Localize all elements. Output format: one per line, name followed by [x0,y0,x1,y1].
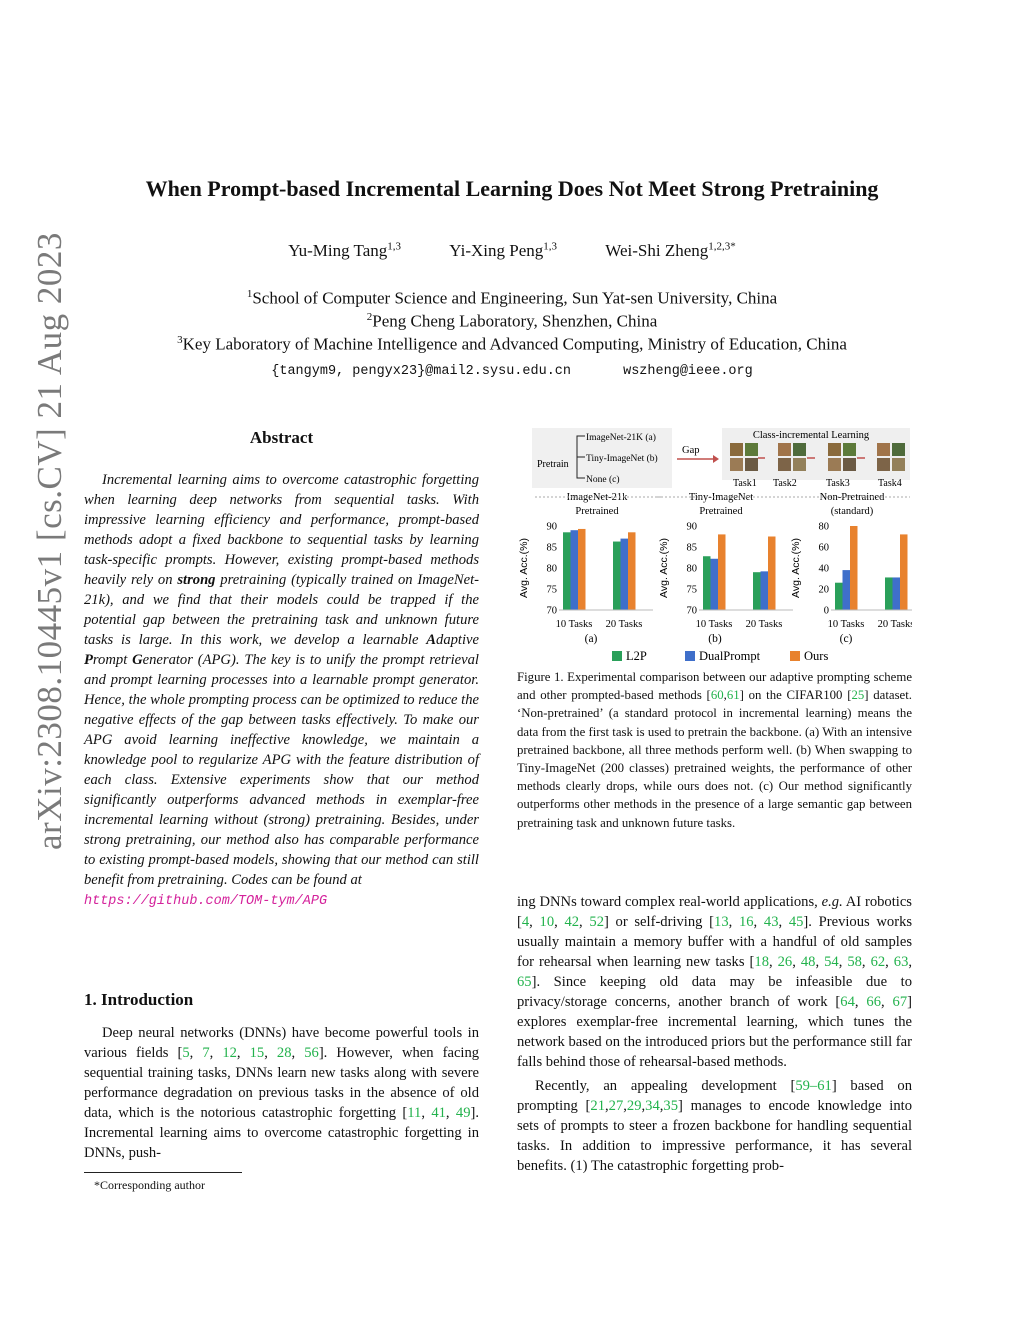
bar-l2p [703,556,711,610]
legend-label: DualPrompt [699,649,761,663]
email[interactable]: wszheng@ieee.org [623,364,753,379]
citation[interactable]: 41 [431,1105,446,1121]
y-tick-label: 70 [686,605,697,617]
legend-swatch-l2p [612,651,622,661]
citation[interactable]: 62 [870,954,886,970]
cil-title: Class-incremental Learning [752,430,870,441]
citation[interactable]: 64 [840,994,855,1010]
pretrain-option: Tiny-ImageNet (b) [586,454,658,464]
citation[interactable]: 13 [714,914,729,930]
citation[interactable]: 11 [407,1105,422,1121]
y-tick-label: 80 [546,563,557,575]
legend-swatch-dualprompt [685,651,695,661]
citation[interactable]: 12 [222,1045,237,1061]
figure-1-caption: Figure 1. Experimental comparison between our adaptive prompting scheme and other prompted-based methods [60,61] on the CIFAR100 [25] dataset. ‘Non-pretrained’ (a standard protocol in incremental learning) means the data from the first task is used to pretrain the backbone. (a) With an intensive pretrained backbone, all three methods perform well. (b) When swapping to Tiny-ImageNet (200 classes) pretrained weights, the performance of other methods clearly drops, while ours does not. (c) Our method significantly outperforms other methods in the presence of a large semantic gap between pretraining task and unknown future tasks. [517,670,912,830]
bar-l2p [613,542,621,610]
y-tick-label: 75 [546,584,557,596]
citation[interactable]: 28 [276,1045,292,1061]
task-image-thumbnail [745,443,758,456]
y-tick-label: 90 [546,521,557,533]
section-heading-introduction: 1. Introduction [84,990,194,1009]
y-tick-label: 90 [686,521,697,533]
author-emails [60,364,964,379]
task-image-thumbnail [793,458,806,471]
bar-l2p [835,583,843,610]
task-image-thumbnail [843,458,856,471]
chart-title: Tiny-ImageNet [688,492,754,503]
chart-title: Pretrained [699,506,743,517]
task-image-thumbnail [877,443,890,456]
chart-b [657,492,793,645]
citation[interactable]: 27 [608,1098,624,1114]
figure-1 [517,422,912,668]
task-image-thumbnail [730,443,743,456]
citation[interactable]: 67 [892,994,908,1010]
author: Wei-Shi Zheng$^{1,2,3*}$ [605,240,736,260]
task-image-thumbnail [892,458,905,471]
y-tick-label: 75 [686,584,697,596]
y-tick-label: 60 [818,542,829,554]
author-list [60,240,964,261]
citation[interactable]: 49 [455,1105,471,1121]
chart-title: (standard) [830,506,874,517]
abstract-heading: Abstract [249,428,314,447]
pretrain-label: Pretrain [537,459,569,470]
citation[interactable]: 48 [800,954,816,970]
bar-dualprompt [761,571,769,610]
bar-dualprompt [843,570,851,610]
citation[interactable]: 10 [539,914,555,930]
introduction-body: Deep neural networks (DNNs) have become powerful tools in various fields [5, 7, 12, 15, 28, 56]. However, when facing sequential training tasks, DNNs learn new tasks along with severe performance degradation on previous tasks in the absence of old data, which is the notorious catastrophic forgetting [11, 41, 49]. Incremental learning aims to overcome catastrophic forgetting in DNNs, push- [84,1025,480,1161]
x-tick-label: 20 Tasks [745,619,783,630]
affiliation: $^2$Peng Cheng Laboratory, Shenzhen, China [366,311,658,331]
footnote-divider [84,1172,242,1173]
citation[interactable]: 25 [851,688,865,703]
gap-label: Gap [682,445,700,456]
arxiv-stamp: arXiv:2308.10445v1 [cs.CV] 21 Aug 2023 [30,232,69,850]
affiliation: $^3$Key Laboratory of Machine Intelligence and Advanced Computing, Ministry of Education, China [177,334,847,354]
abstract-body: Incremental learning aims to overcome catastrophic forgetting when learning deep networks from sequential tasks. With impressive learning efficiency and performance, prompt-based methods adopt a fixed backbone to sequential tasks by learning task-specific prompts. However, existing prompt-based methods heavily rely on strong pretraining (typically trained on ImageNet-21k), and we find that their models could be trapped if the potential gap between the pretraining task and unknown future tasks is large. In this work, we develop a learnable Adaptive Prompt Generator (APG). The key is to unify the prompt retrieval and prompt learning processes into a learnable prompt generator. Hence, the whole prompting process can be optimized to reduce the negative effects of the gap between tasks effectively. To make our APG avoid learning ineffective knowledge, we maintain a knowledge pool to regularize APG with the feature distribution of each class. Extensive experiments show that our method significantly outperforms advanced methods in exemplar-free incremental learning without (strong) pretraining. Besides, under strong pretraining, our method also has comparable performance to existing prompt-based models, showing that our method can still benefit from pretraining. Codes can be found at https://github.com/TOM-tym/APG [84,472,479,909]
task-label: Task2 [773,478,797,489]
gap-arrow-head [713,455,719,463]
y-tick-label: 0 [823,605,829,617]
y-tick-label: 70 [546,605,557,617]
email[interactable]: {tangym9, pengyx23}@mail2.sysu.edu.cn [271,364,571,379]
citation[interactable]: 54 [824,954,839,970]
y-tick-label: 40 [818,563,829,575]
citation[interactable]: 4 [521,914,530,930]
bar-dualprompt [893,577,901,610]
panel-label: (b) [708,633,722,645]
bar-ours [628,532,636,610]
task-image-thumbnail [828,443,841,456]
y-tick-label: 85 [686,542,697,554]
citation[interactable]: 29 [626,1098,642,1114]
task-image-thumbnail [877,458,890,471]
citation[interactable]: 58 [847,954,862,970]
pretrain-option: None (c) [586,475,620,485]
citation[interactable]: 43 [763,914,779,930]
citation[interactable]: 16 [738,914,754,930]
affiliation: $^1$School of Computer Science and Engineering, Sun Yat-sen University, China [246,288,778,308]
citation[interactable]: 35 [663,1098,678,1114]
y-tick-label: 20 [818,584,829,596]
footnote: *Corresponding author [94,1178,205,1192]
citation[interactable]: 65 [517,974,532,990]
citation[interactable]: 56 [304,1045,319,1061]
legend-swatch-ours [790,651,800,661]
task-image-thumbnail [843,443,856,456]
introduction-body-continued: ing DNNs toward complex real-world applications, e.g. AI robotics [4, 10, 42, 52] or self-driving [13, 16, 43, 45]. Previous works usually maintain a memory buffer with a handful of old samples for rehearsal when learning new tasks [18, 26, 48, 54, 58, 62, 63, 65]. Since keeping old data may be infeasible due to privacy/storage concerns, another branch of work [64, 66, 67] explores exemplar-free incremental learning, which tunes the network based on the introduced priors but the performance still far falls behind those of rehearsal-based methods. Recently, an appealing development [59–61] based on prompting [21,27,29,34,35] manages to encode knowledge into sets of prompts to steer a frozen backbone for handling sequential tasks. In addition to impressive performance, it has several benefits. (1) The catastrophic forgetting prob- [517,894,913,1174]
citation[interactable]: 63 [893,954,909,970]
citation[interactable]: 7 [202,1045,210,1061]
task-label: Task4 [878,478,902,489]
task-image-thumbnail [828,458,841,471]
citation[interactable]: 34 [645,1098,660,1114]
citation[interactable]: 60 [710,688,724,703]
citation[interactable]: 61 [726,688,740,703]
citation[interactable]: 18 [754,954,769,970]
bar-ours [850,526,858,610]
task-image-thumbnail [778,443,791,456]
panel-label: (a) [584,633,598,645]
bar-ours [718,534,726,610]
bar-l2p [753,572,761,610]
task-label: Task3 [826,478,850,489]
bar-dualprompt [621,539,629,610]
task-image-thumbnail [892,443,905,456]
task-image-thumbnail [793,443,806,456]
bar-l2p [563,532,571,610]
bar-ours [900,534,908,610]
legend-label: Ours [804,649,829,663]
chart-title: Non-Pretrained [819,492,885,503]
task-image-thumbnail [778,458,791,471]
chart-a [518,492,662,645]
legend-label: L2P [626,649,647,663]
code-link[interactable]: https://github.com/TOM-tym/APG [84,894,328,909]
chart-c [789,492,912,645]
chart-title: Pretrained [575,506,619,517]
x-tick-label: 10 Tasks [555,619,593,630]
paper-title: When Prompt-based Incremental Learning Does Not Meet Strong Pretraining [145,176,879,201]
y-axis-label: Avg. Acc.(%) [518,538,530,598]
x-tick-label: 20 Tasks [877,619,912,630]
author: Yu-Ming Tang$^{1,3}$ [288,240,402,260]
task-image-thumbnail [730,458,743,471]
x-tick-label: 10 Tasks [827,619,865,630]
citation[interactable]: 42 [564,914,580,930]
author: Yi-Xing Peng$^{1,3}$ [449,240,558,260]
bar-dualprompt [571,530,579,610]
bar-l2p [885,577,893,610]
citation[interactable]: 26 [777,954,793,970]
pretrain-option: ImageNet-21K (a) [586,433,656,443]
x-tick-label: 10 Tasks [695,619,733,630]
x-tick-label: 20 Tasks [605,619,643,630]
citation[interactable]: 59–61 [795,1078,832,1094]
chart-title: ImageNet-21k [566,492,628,503]
citation[interactable]: 45 [788,914,804,930]
task-label: Task1 [733,478,757,489]
citation[interactable]: 5 [182,1045,190,1061]
citation[interactable]: 21 [590,1098,605,1114]
citation[interactable]: 52 [589,914,604,930]
figure-1-svg [517,422,912,668]
bar-dualprompt [711,559,719,610]
y-tick-label: 80 [686,563,697,575]
citation[interactable]: 15 [249,1045,265,1061]
y-axis-label: Avg. Acc.(%) [658,538,670,598]
y-axis-label: Avg. Acc.(%) [790,538,802,598]
task-image-thumbnail [745,458,758,471]
panel-label: (c) [839,633,853,645]
y-tick-label: 80 [818,521,829,533]
citation[interactable]: 66 [866,994,881,1010]
bar-ours [768,537,776,611]
bar-ours [578,529,586,610]
y-tick-label: 85 [546,542,557,554]
